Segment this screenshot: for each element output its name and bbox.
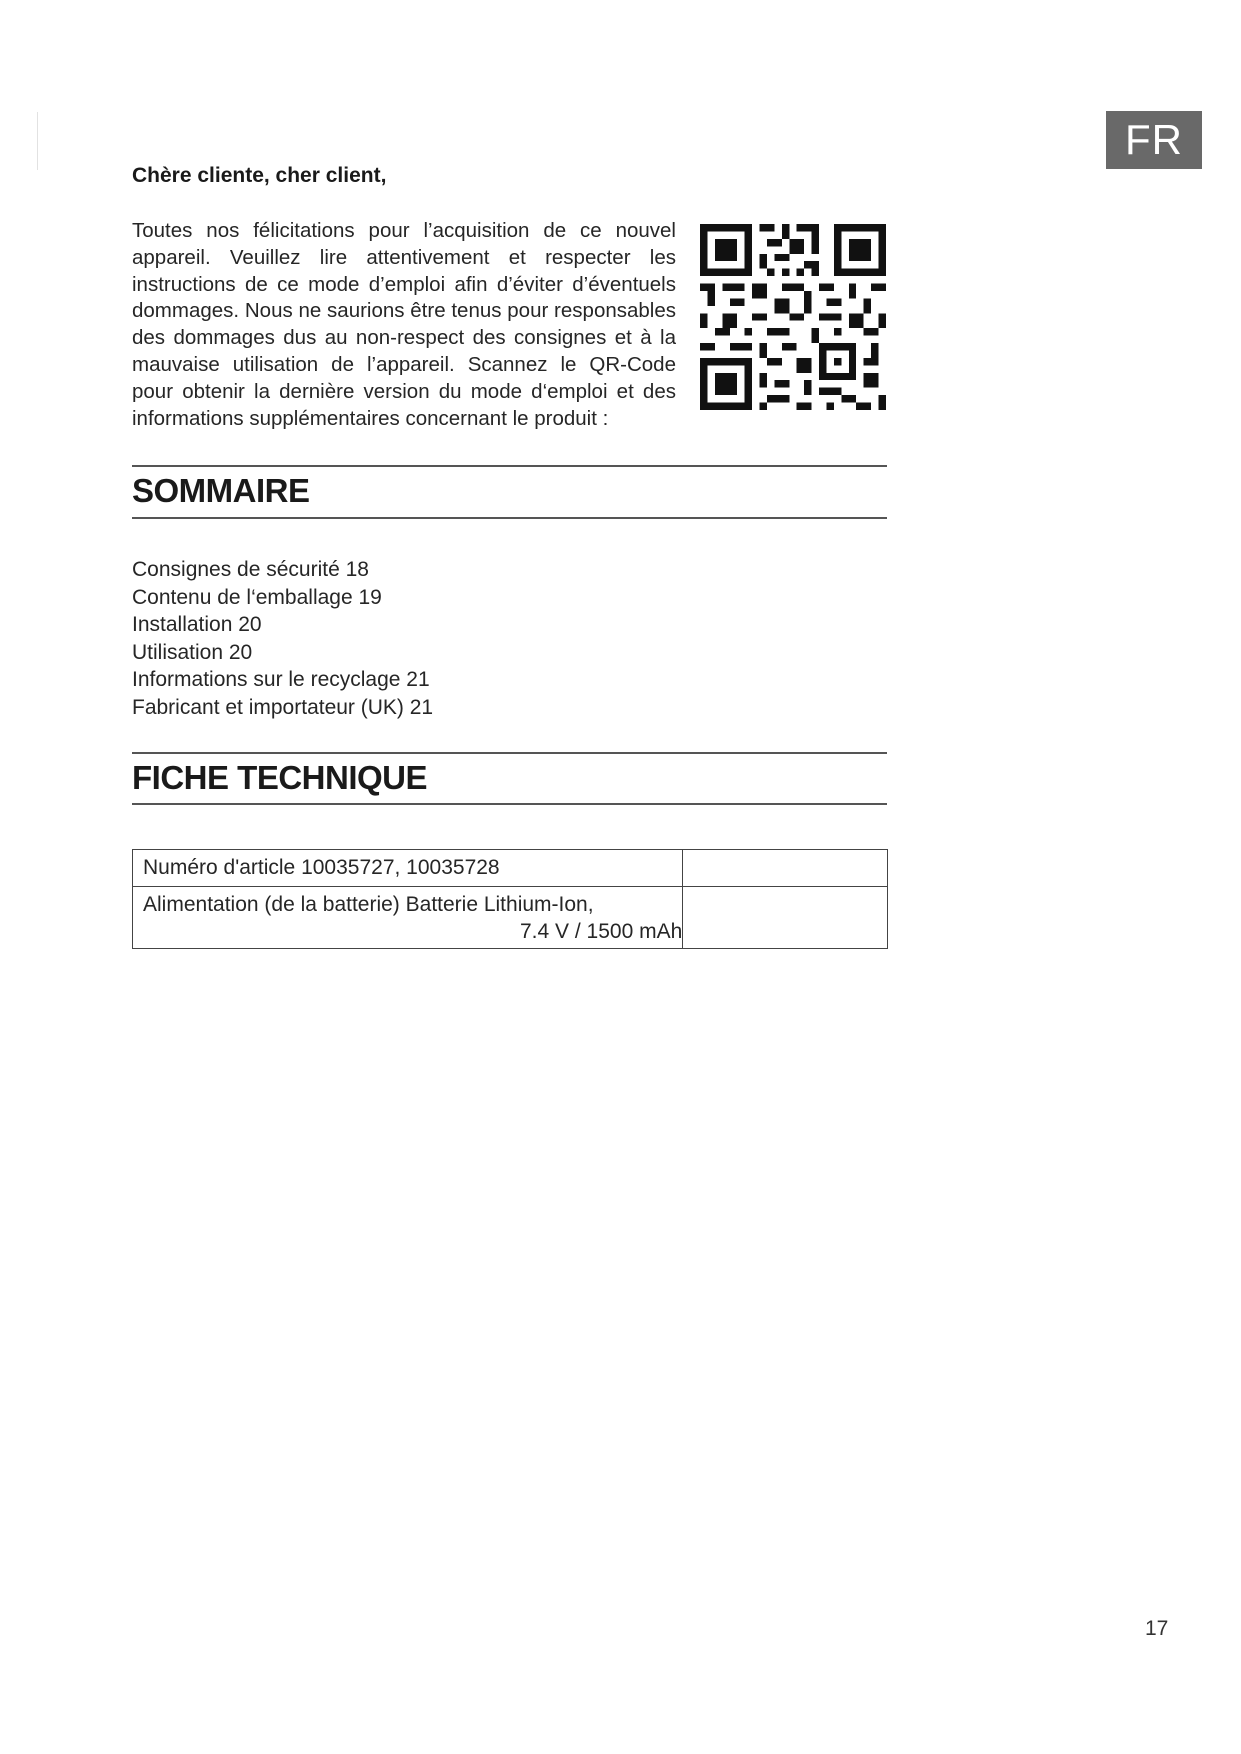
page-number: 17 <box>1145 1617 1169 1640</box>
language-badge: FR <box>1106 111 1202 169</box>
spec-item-number: Numéro d'article 10035727, 10035728 <box>143 856 500 879</box>
qr-code-icon <box>700 224 886 410</box>
table-cell <box>683 887 888 949</box>
section-rule-bottom <box>132 517 887 519</box>
table-cell <box>133 850 683 887</box>
table-cell <box>133 887 683 949</box>
section-rule-bottom <box>132 803 887 805</box>
spec-power-supply-value: 7.4 V / 1500 mAh <box>520 920 683 943</box>
toc-item: Installation 20 <box>132 613 262 637</box>
intro-paragraph: Toutes nos félicitations pour l’acquisition de ce nouvel appareil. Veuillez lire attentivement et respecter les instructions de ce mode d’emploi afin d’éviter d’éventuels dommages. Nous ne saurions être tenus pour responsables des dommages dus au non-respect des consignes et à la mauvaise utilisation de l’appareil. Scannez le QR-Code pour obtenir la dernière version du mode d‘emploi et des informations supplémentaires concernant le produit : <box>132 219 676 430</box>
contents-heading: SOMMAIRE <box>132 472 310 509</box>
spec-power-supply: Alimentation (de la batterie) Batterie Lithium-Ion, <box>143 893 594 916</box>
specs-table <box>132 849 888 949</box>
table-row <box>133 850 888 887</box>
toc-item: Utilisation 20 <box>132 640 253 664</box>
toc-item: Consignes de sécurité 18 <box>132 558 369 581</box>
toc-item: Informations sur le recyclage 21 <box>132 668 430 692</box>
table-cell <box>683 850 888 887</box>
section-rule-top <box>132 465 887 467</box>
toc-item: Fabricant et importateur (UK) 21 <box>132 695 434 719</box>
table-row <box>133 887 888 949</box>
margin-line <box>37 112 38 170</box>
toc-item: Contenu de l‘emballage 19 <box>132 585 382 609</box>
specs-heading: FICHE TECHNIQUE <box>132 759 428 796</box>
table-of-contents <box>132 556 433 722</box>
section-rule-top <box>132 752 887 754</box>
greeting: Chère cliente, cher client, <box>132 164 387 187</box>
